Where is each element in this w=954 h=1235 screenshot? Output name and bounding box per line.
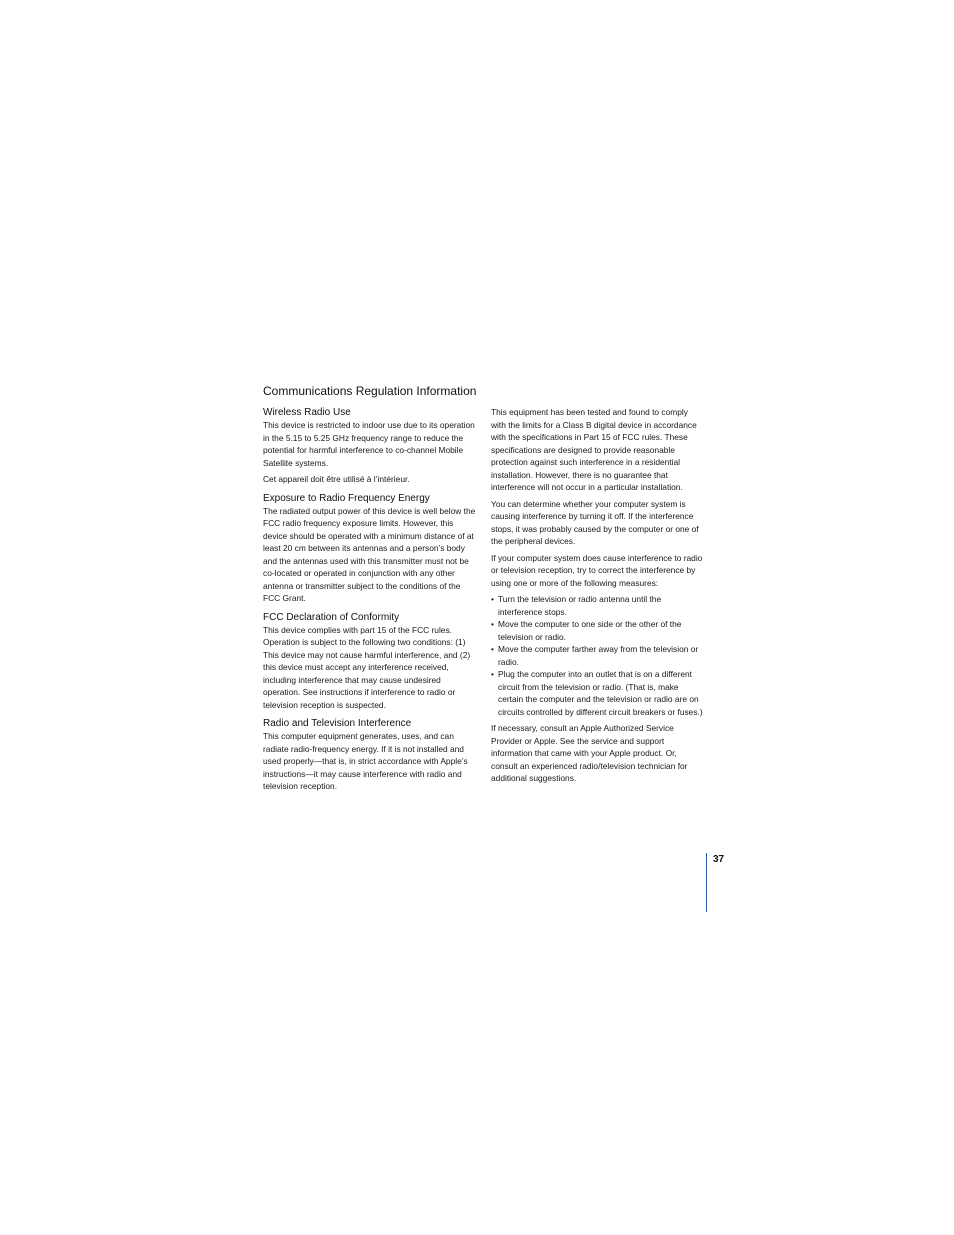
page-number-rule (706, 853, 707, 912)
paragraph: This device complies with part 15 of the FCC rules. Operation is subject to the following two conditions: (1) This device may not cause harmful interference, and (2) this device must accept any interference received, including interference that may cause undesired operation. See instructions if interference to radio or television reception is suspected. (263, 624, 471, 710)
left-column (263, 406, 477, 797)
section-radio-tv-interference (263, 717, 477, 793)
list-item (491, 593, 705, 618)
section-heading: Radio and Television Interference (263, 718, 412, 729)
section-wireless-radio-use (263, 406, 477, 486)
bullet-icon: • (491, 644, 494, 654)
section-heading: FCC Declaration of Conformity (263, 611, 400, 623)
page-title: Communications Regulation Information (263, 384, 477, 398)
paragraph: Cet appareil doit être utilisé à l’intérieur. (263, 474, 410, 484)
paragraph: This device is restricted to indoor use due to its operation in the 5.15 to 5.25 GHz frequency range to reduce the potential for harmful interference to co-channel Mobile Satellite systems. (263, 420, 475, 468)
paragraph: If your computer system does cause interference to radio or television reception, try to correct the interference by using one or more of the following measures: (491, 552, 703, 588)
list-item-text: Move the computer farther away from the television or radio. (498, 644, 699, 667)
paragraph: You can determine whether your computer system is causing interference by turning it off. If the interference stops, it was probably caused by the computer or one of the peripheral devices. (491, 498, 699, 546)
bullet-icon: • (491, 619, 494, 629)
bullet-icon: • (491, 594, 494, 604)
bullet-icon: • (491, 669, 494, 679)
list-item (491, 643, 705, 668)
section-heading: Wireless Radio Use (263, 407, 351, 418)
section-exposure-rf (263, 492, 477, 605)
list-item (491, 668, 705, 718)
right-column (491, 406, 705, 789)
paragraph: This equipment has been tested and found to comply with the limits for a Class B digital device in accordance with the specifications in Part 15 of FCC rules. These specifications are designed to provide reasonable protection against such interference in a residential installation. However, there is no guarantee that interference will not occur in a particular installation. (491, 407, 697, 492)
paragraph: If necessary, consult an Apple Authorized Service Provider or Apple. See the service and support information that came with your Apple product. Or, consult an experienced radio/television technician for additional suggestions. (491, 723, 688, 783)
paragraph: This computer equipment generates, uses, and can radiate radio-frequency energy. If it is not installed and used properly—that is, in strict accordance with Apple’s instructions—it may cause interference with radio and television reception. (263, 731, 468, 791)
section-heading: Exposure to Radio Frequency Energy (263, 492, 430, 504)
page-number: 37 (713, 854, 725, 865)
list-item (491, 618, 705, 643)
list-item-text: Turn the television or radio antenna until the interference stops. (498, 594, 662, 617)
measures-list (491, 593, 705, 718)
list-item-text: Move the computer to one side or the other of the television or radio. (498, 619, 682, 642)
paragraph: The radiated output power of this device is well below the FCC radio frequency exposure limits. However, this device should be operated with a minimum distance of at least 20 cm between its antennas and a person’s body and the antennas used with this transmitter must not be co-located or operated in conjunction with any other antenna or transmitter subject to the conditions of the FCC Grant. (263, 505, 476, 603)
section-fcc-declaration (263, 611, 477, 712)
list-item-text: Plug the computer into an outlet that is on a different circuit from the television or radio. (That is, make certain the computer and the television or radio are on circuits controlled by different circuit breakers or fuses.) (498, 669, 703, 717)
